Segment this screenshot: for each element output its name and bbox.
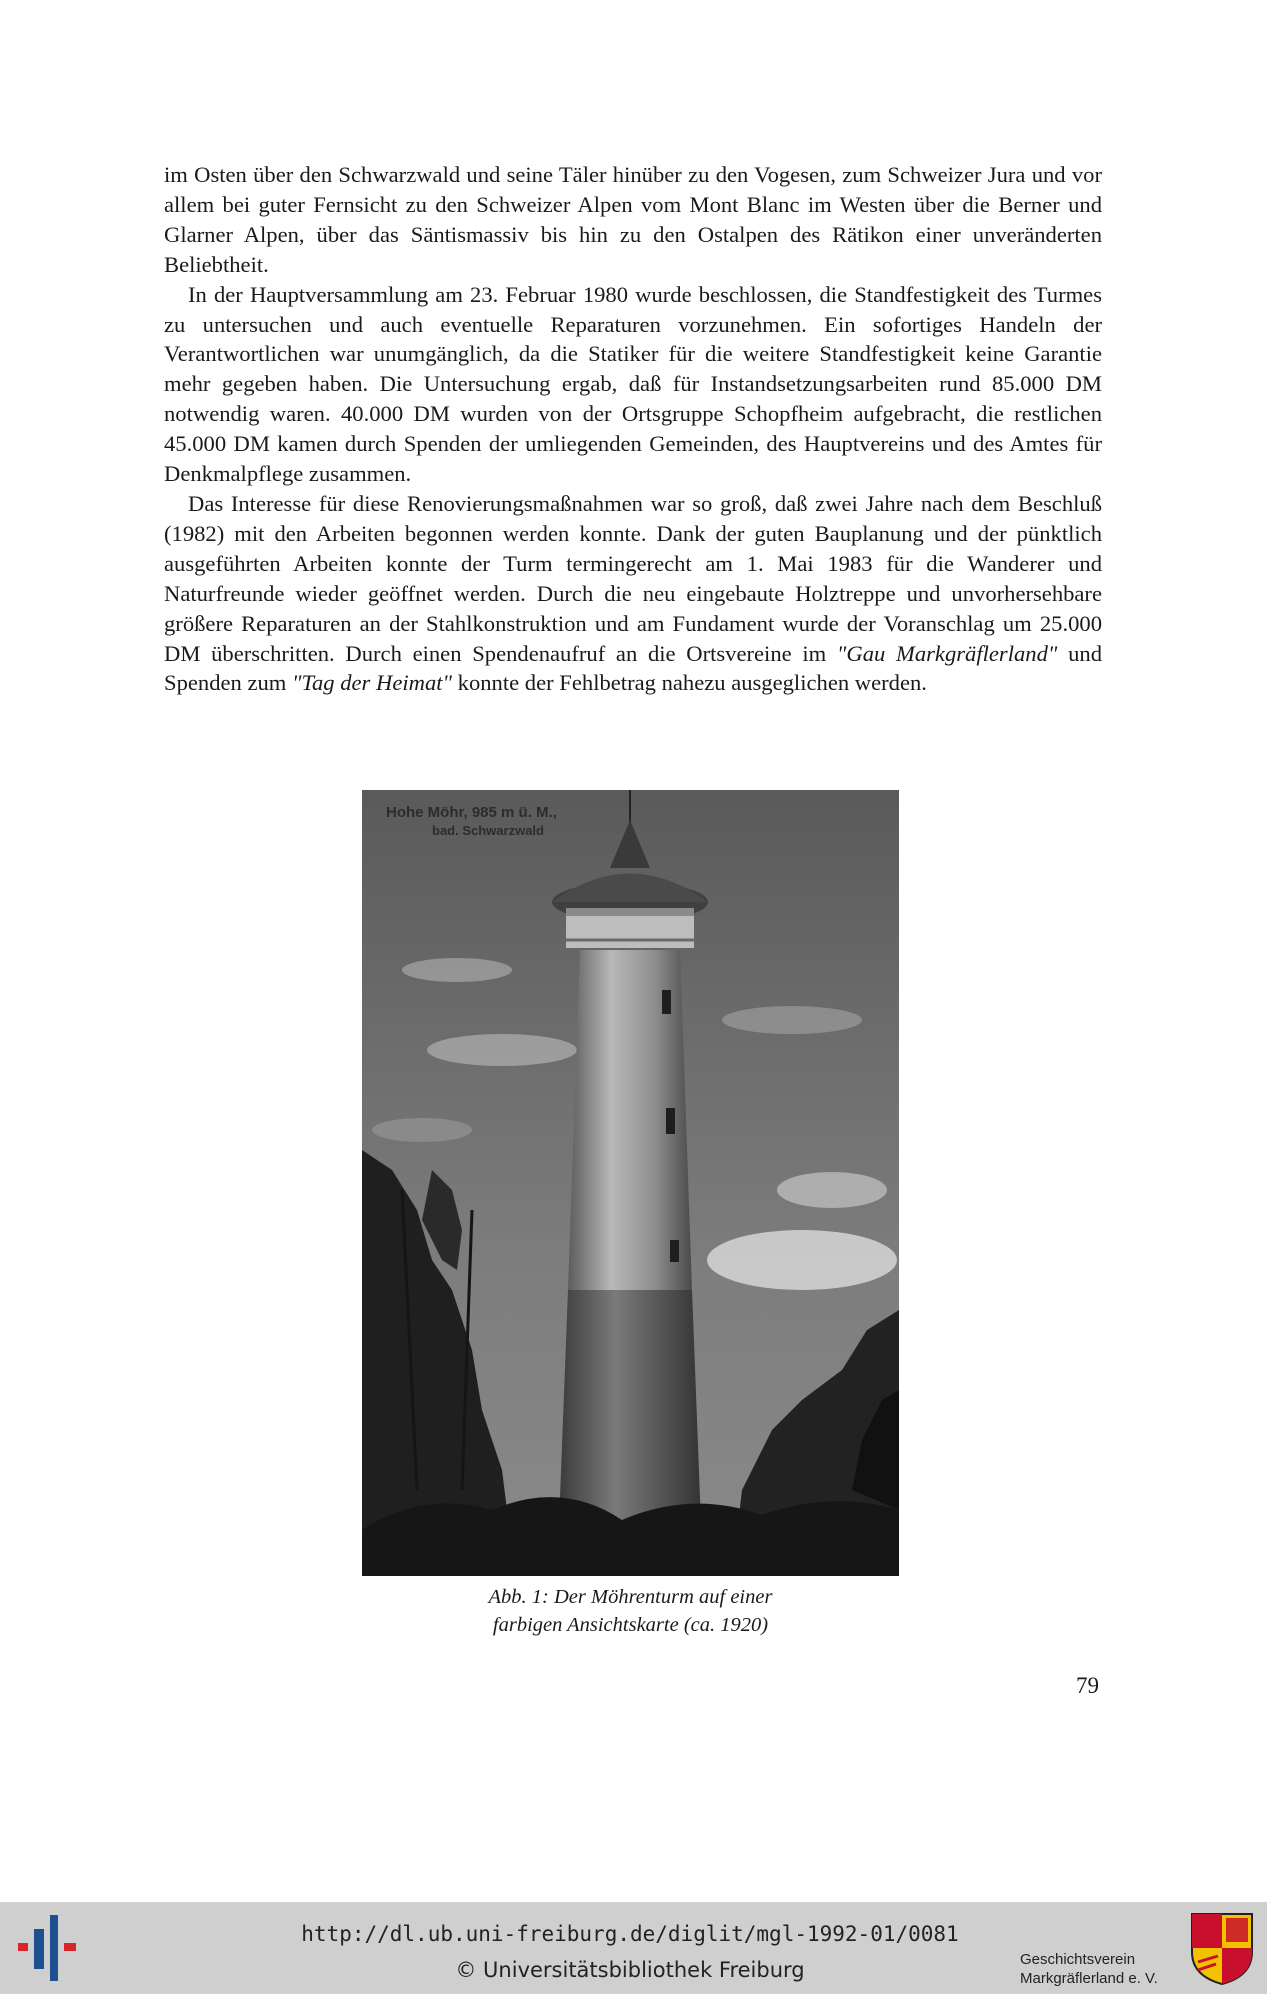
figure-caption-line-1: Abb. 1: Der Möhrenturm auf einer [488, 1586, 773, 1608]
society-name-line-2: Markgräflerland e. V. [1020, 1970, 1158, 1987]
postcard-caption [386, 804, 557, 840]
society-name [1020, 1950, 1180, 1988]
copyright-text: © Universitätsbibliothek Freiburg [455, 1958, 805, 1982]
paragraph-3 [164, 489, 1102, 698]
paragraph-1: im Osten über den Schwarzwald und seine Täler hinüber zu den Vogesen, zum Schweizer Jura und vor allem bei guter Fernsicht zu den Schweizer Alpen vom Mont Blanc im Westen über die Berner und Glarner Alpen, über das Säntismassiv bis hin zu den Ostalpen des Rätikon einer unveränderten Beliebtheit. [164, 162, 1102, 277]
paragraph-3-part-2: und Spenden zum [164, 640, 1102, 696]
paragraph-3-emphasis-2: "Tag der Heimat" [292, 670, 453, 696]
postcard-caption-line-1: Hohe Möhr, 985 m ü. M., [386, 804, 557, 821]
postcard-caption-line-2: bad. Schwarzwald [432, 823, 544, 838]
footer-bar [0, 1902, 1267, 1994]
body-text [164, 160, 1102, 698]
library-logo-icon[interactable] [16, 1915, 80, 1986]
society-name-line-1: Geschichtsverein [1020, 1951, 1136, 1968]
source-url-link[interactable]: http://dl.ub.uni-freiburg.de/diglit/mgl-1992-01/0081 [301, 1922, 959, 1946]
society-crest-icon [1190, 1912, 1254, 1991]
paragraph-3-part-3: konnte der Fehlbetrag nahezu ausgeglichen werden. [452, 670, 927, 696]
tower-photo [362, 790, 899, 1576]
paragraph-3-emphasis-1: "Gau Markgräflerland" [836, 640, 1058, 666]
figure-caption [362, 1583, 899, 1639]
page-number: 79 [1076, 1673, 1099, 1698]
figure-caption-line-2: farbigen Ansichtskarte (ca. 1920) [492, 1614, 769, 1636]
paragraph-2: In der Hauptversammlung am 23. Februar 1980 wurde beschlossen, die Standfestigkeit des Turmes zu untersuchen und auch eventuelle Reparaturen vorzunehmen. Ein sofortiges Handeln der Verantwortlichen war unumgänglich, da die Statiker für die weitere Standfestigkeit keine Garantie mehr gegeben haben. Die Untersuchung ergab, daß für Instandsetzungsarbeiten rund 85.000 DM notwendig waren. 40.000 DM wurden von der Ortsgruppe Schopfheim aufgebracht, die restlichen 45.000 DM kamen durch Spenden der umliegenden Gemeinden, des Hauptvereins und des Amtes für Denkmalpflege zusammen. [164, 281, 1102, 487]
tower-photo-illustration [362, 790, 899, 1576]
paragraph-3-part-1: Das Interesse für diese Renovierungsmaßnahmen war so groß, daß zwei Jahre nach dem Beschluß (1982) mit den Arbeiten begonnen werden konnte. Dank der guten Bauplanung und der pünktlich ausgeführten Arbeiten konnte der Turm termingerecht am 1. Mai 1983 für die Wanderer und Naturfreunde wieder geöffnet werden. Durch die neu eingebaute Holztreppe und unvorhersehbare größere Reparaturen an der Stahlkonstruktion und am Fundament wurde der Voranschlag um 25.000 DM überschritten. Durch einen Spendenaufruf an die Ortsvereine im [164, 490, 1102, 666]
